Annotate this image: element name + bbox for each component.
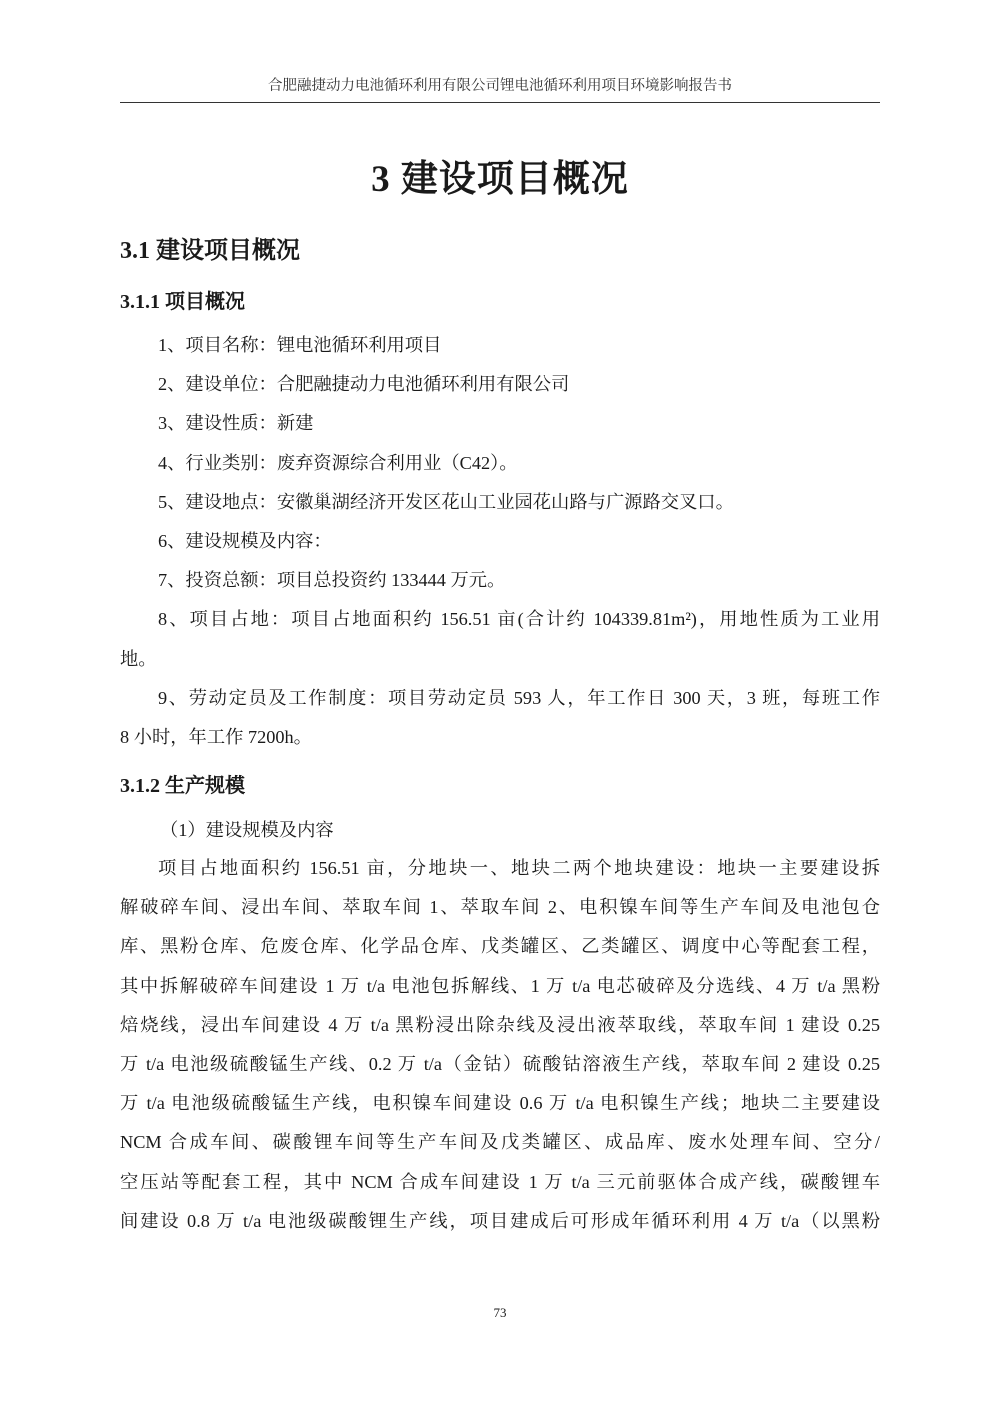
list-item-line: 8 小时，年工作 7200h。 [120, 726, 312, 747]
paragraph-line: 解破碎车间、浸出车间、萃取车间 1、萃取车间 2、电积镍车间等生产车间及电池包仓 [120, 897, 880, 918]
section-heading-3-1-2: 3.1.2 生产规模 [120, 775, 245, 797]
construction-scale-paragraph [120, 853, 880, 1245]
list-item-line: 7、投资总额：项目总投资约 133444 万元。 [158, 570, 506, 591]
list-item-line: 6、建设规模及内容： [158, 530, 332, 551]
paragraph-line: 万 t/a 电池级硫酸锰生产线、0.2 万 t/a（金钴）硫酸钴溶液生产线，萃取车间 2 建设 0.25 [120, 1053, 880, 1074]
paragraph-line: NCM 合成车间、碳酸锂车间等生产车间及戊类罐区、成品库、废水处理车间、空分/ [120, 1132, 880, 1153]
paragraph-line: 其中拆解破碎车间建设 1 万 t/a 电池包拆解线、1 万 t/a 电芯破碎及分选线、4 万 t/a 黑粉 [120, 975, 880, 996]
subheading-construction-scale: （1）建设规模及内容 [160, 820, 334, 840]
list-item-line: 1、项目名称：锂电池循环利用项目 [158, 335, 442, 355]
list-item-line: 5、建设地点：安徽巢湖经济开发区花山工业园花山路与广源路交叉口。 [158, 491, 734, 512]
list-item-line: 3、建设性质：新建 [158, 413, 314, 434]
paragraph-line: 库、黑粉仓库、危废仓库、化学品仓库、戊类罐区、乙类罐区、调度中心等配套工程， [120, 936, 880, 957]
chapter-title: 3 建设项目概况 [371, 159, 629, 200]
running-header: 合肥融捷动力电池循环利用有限公司锂电池循环利用项目环境影响报告书 [268, 78, 732, 94]
project-overview-list [120, 330, 880, 761]
list-item-line: 地。 [120, 648, 157, 669]
section-heading-3-1-1: 3.1.1 项目概况 [120, 291, 245, 313]
paragraph-line: 间建设 0.8 万 t/a 电池级碳酸锂生产线，项目建成后可形成年循环利用 4 万 t/a（以黑粉 [120, 1210, 880, 1231]
paragraph-line: 焙烧线，浸出车间建设 4 万 t/a 黑粉浸出除杂线及浸出液萃取线，萃取车间 1 建设 0.25 [120, 1014, 880, 1035]
list-item-line: 4、行业类别：废弃资源综合利用业（C42）。 [158, 452, 518, 473]
list-item-line: 9、劳动定员及工作制度：项目劳动定员 593 人，年工作日 300 天，3 班，每班工作 [158, 687, 880, 708]
paragraph-line: 项目占地面积约 156.51 亩，分地块一、地块二两个地块建设：地块一主要建设拆 [158, 858, 880, 878]
page-number: 73 [493, 1305, 507, 1320]
paragraph-line: 空压站等配套工程，其中 NCM 合成车间建设 1 万 t/a 三元前驱体合成产线，碳酸锂车 [120, 1171, 880, 1192]
section-heading-3-1: 3.1 建设项目概况 [120, 238, 300, 264]
header-rule [120, 102, 880, 103]
paragraph-line: 万 t/a 电池级硫酸锰生产线，电积镍车间建设 0.6 万 t/a 电积镍生产线；地块二主要建设 [120, 1093, 880, 1114]
list-item-line: 8、项目占地：项目占地面积约 156.51 亩(合计约 104339.81m²)，用地性质为工业用 [158, 609, 880, 630]
list-item-line: 2、建设单位：合肥融捷动力电池循环利用有限公司 [158, 374, 570, 395]
